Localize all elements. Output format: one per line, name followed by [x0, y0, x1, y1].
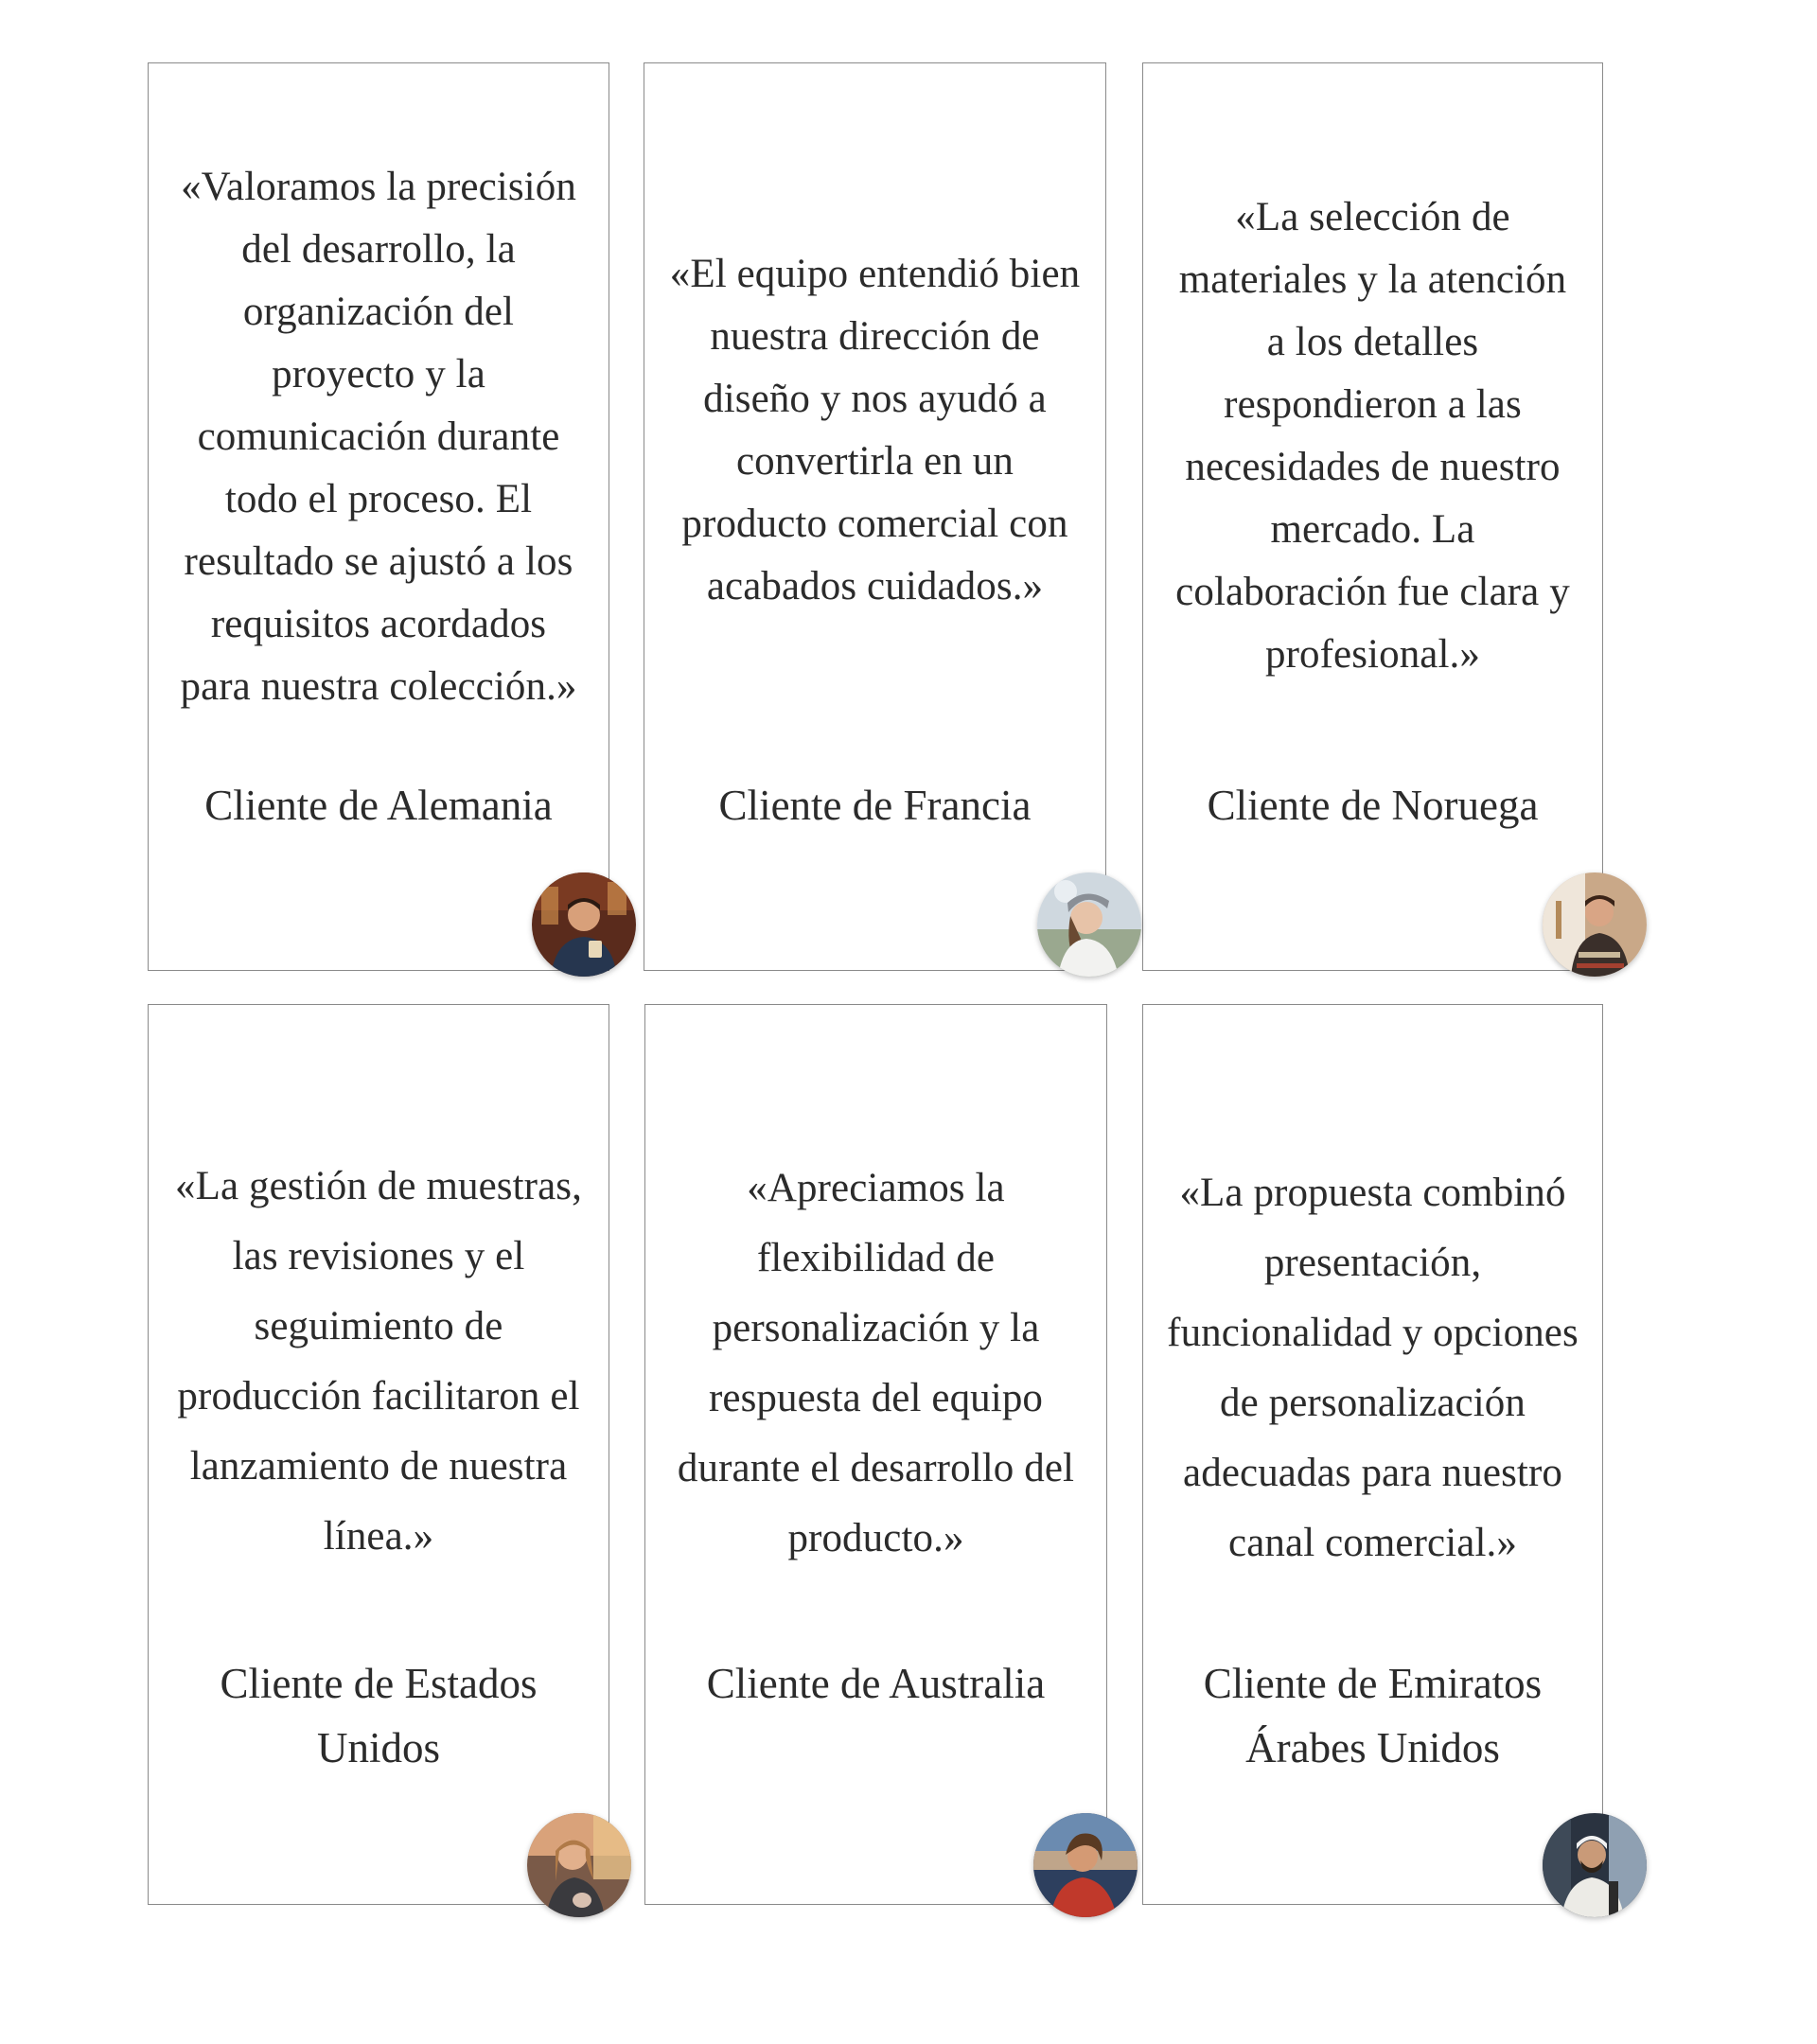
client-avatar-icon [527, 1813, 631, 1917]
testimonial-client: Cliente de Estados Unidos [220, 1660, 538, 1771]
client-avatar-icon [532, 872, 636, 977]
client-avatar-icon [1543, 1813, 1647, 1917]
testimonial-quote: «El equipo entendió bien nuestra dirección de diseño y nos ayudó a convertirla en un producto comercial con acabados cuidados.» [669, 252, 1081, 608]
testimonial-card [1142, 62, 1603, 971]
testimonial-quote: «La gestión de muestras, las revisiones y el seguimiento de producción facilitaron el lanzamiento de nuestra línea.» [175, 1164, 582, 1559]
testimonial-card [1142, 1004, 1603, 1905]
testimonial-quote: «Apreciamos la flexibilidad de personalización y la respuesta del equipo durante el desarrollo del producto.» [677, 1166, 1075, 1560]
client-avatar-icon [1543, 872, 1647, 977]
testimonial-client: Cliente de Emiratos Árabes Unidos [1203, 1660, 1543, 1771]
testimonial-client: Cliente de Francia [718, 782, 1032, 829]
testimonial-card [148, 62, 609, 971]
client-avatar-icon [1033, 1813, 1138, 1917]
client-avatar-icon [1037, 872, 1141, 977]
testimonial-quote: «La selección de materiales y la atención a los detalles respondieron a las necesidades de nuestro mercado. La colaboración fue clara y profesional.» [1175, 195, 1570, 677]
testimonial-client: Cliente de Alemania [204, 782, 553, 829]
testimonial-quote: «La propuesta combinó presentación, funcionalidad y opciones de personalización adecuadas para nuestro canal comercial.» [1167, 1171, 1579, 1565]
testimonial-card [644, 1004, 1107, 1905]
testimonial-card [148, 1004, 609, 1905]
testimonial-card [644, 62, 1106, 971]
testimonial-client: Cliente de Australia [706, 1660, 1046, 1707]
testimonial-quote: «Valoramos la precisión del desarrollo, la organización del proyecto y la comunicación durante todo el proceso. El resultado se ajustó a los requisitos acordados para nuestra colección.» [180, 165, 577, 709]
testimonial-client: Cliente de Noruega [1207, 782, 1539, 829]
